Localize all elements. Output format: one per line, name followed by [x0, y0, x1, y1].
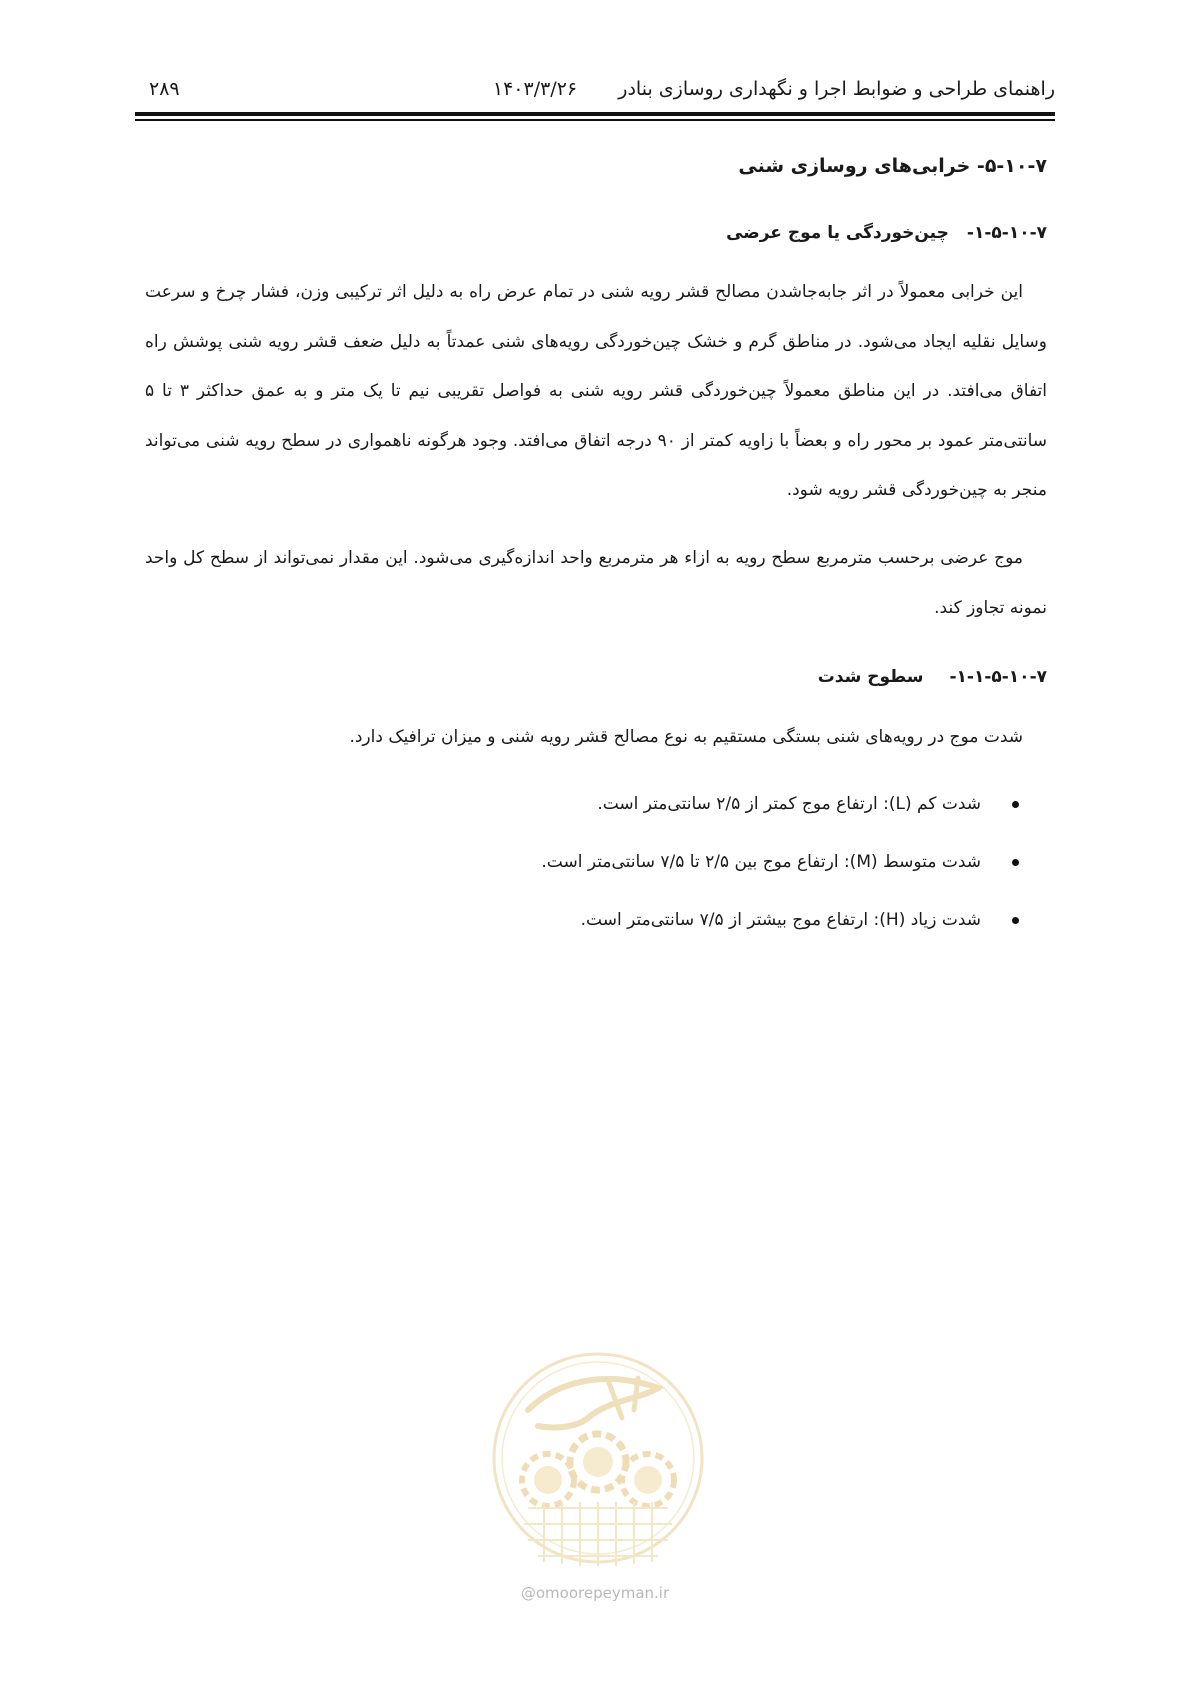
- bullet-icon: [1012, 801, 1019, 808]
- list-item: شدت متوسط (M): ارتفاع موج بین ۲/۵ تا ۷/۵ سانتی‌متر است.: [223, 848, 1023, 876]
- section-heading: ۵-۱۰-۷- خرابی‌های روسازی شنی: [738, 155, 1047, 177]
- severity-list: [223, 790, 1023, 964]
- header-title: راهنمای طراحی و ضوابط اجرا و نگهداری روسازی بنادر: [618, 78, 1055, 100]
- header-date: ۱۴۰۳/۳/۲۶: [492, 78, 578, 100]
- subsection-heading: [726, 218, 1047, 248]
- paragraph-1: این خرابی معمولاً در اثر جابه‌جاشدن مصالح قشر رویه شنی در تمام عرض راه به دلیل اثر ترکیبی وزن، فشار چرخ و سرعت وسایل نقلیه ایجاد می‌شود. در مناطق گرم و خشک چین‌خوردگی رویه‌های شنی عمدتاً به دلیل ضعف قشر رویه شنی پوشش راه اتفاق می‌افتد. در این مناطق معمولاً چین‌خوردگی قشر رویه شنی به فواصل تقریبی نیم تا یک متر و به عمق حداکثر ۳ تا ۵ سانتی‌متر عمود بر محور راه و بعضاً با زاویه کمتر از ۹۰ درجه اتفاق می‌افتد. وجود هرگونه ناهمواری در سطح رویه شنی می‌تواند منجر به چین‌خوردگی قشر رویه شود.: [145, 282, 1048, 500]
- list-item: شدت زیاد (H): ارتفاع موج بیشتر از ۷/۵ سانتی‌متر است.: [223, 906, 1023, 934]
- severity-title: سطوح شدت: [817, 667, 924, 687]
- header-rule-thin: [135, 119, 1055, 121]
- bullet-icon: [1012, 917, 1019, 924]
- watermark-logo: [488, 1340, 708, 1580]
- severity-number: ۱-۱-۵-۱۰-۷-: [949, 667, 1047, 687]
- list-item: شدت کم (L): ارتفاع موج کمتر از ۲/۵ سانتی‌متر است.: [223, 790, 1023, 818]
- subsection-number: ۱-۵-۱۰-۷-: [966, 223, 1047, 243]
- page-number: ۲۸۹: [149, 78, 180, 100]
- bullet-icon: [1012, 859, 1019, 866]
- watermark-seal-icon: [488, 1340, 708, 1580]
- watermark-url: @omoorepeyman.ir: [520, 1584, 670, 1602]
- severity-intro: شدت موج در رویه‌های شنی بستگی مستقیم به نوع مصالح قشر رویه شنی و میزان ترافیک دارد.: [349, 727, 1023, 747]
- header-rule-thick: [135, 112, 1055, 116]
- subsection-title: چین‌خوردگی یا موج عرضی: [726, 223, 949, 243]
- severity-heading: [818, 662, 1047, 692]
- paragraph-2: موج عرضی برحسب مترمربع سطح رویه به ازاء هر مترمربع واحد اندازه‌گیری می‌شود. این مقدار نمی‌تواند از سطح کل واحد نمونه تجاوز کند.: [145, 548, 1047, 618]
- running-header: [135, 76, 1055, 110]
